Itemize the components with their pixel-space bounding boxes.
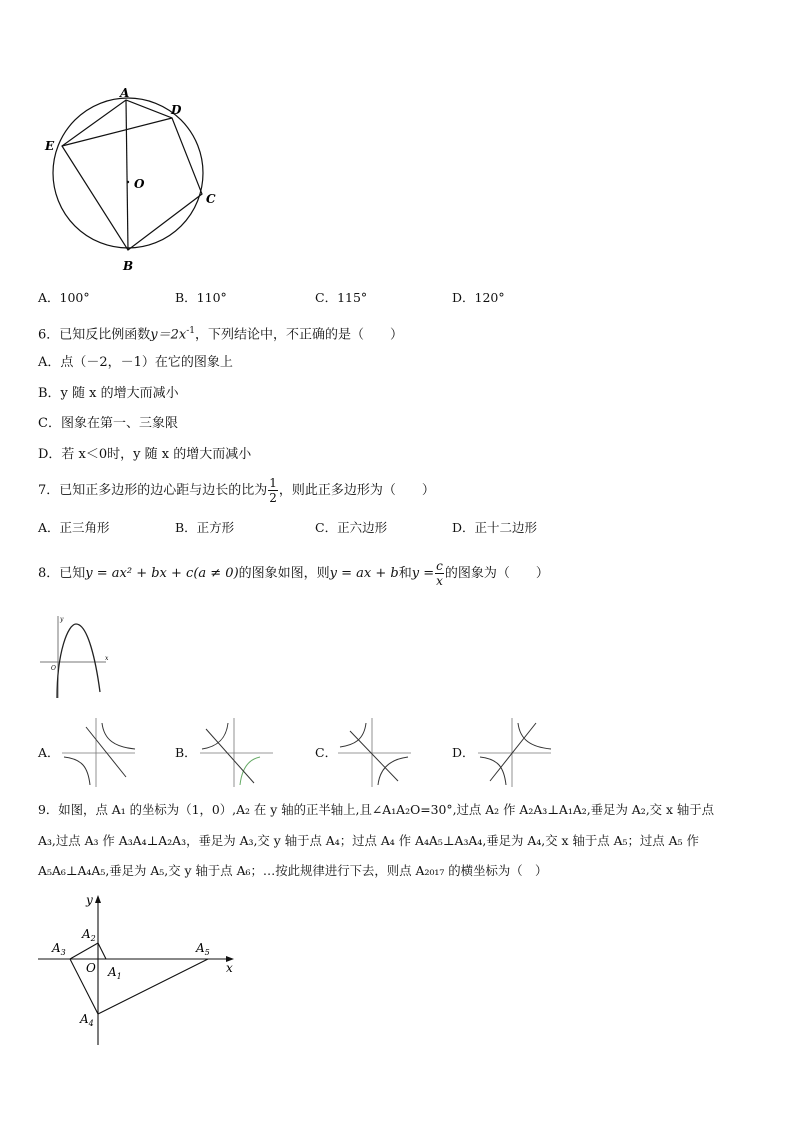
q8-option-a-label: A． — [38, 745, 60, 760]
label-a: A — [120, 86, 130, 100]
q5-option-a: A．100° — [38, 290, 90, 305]
q7-option-d: D．正十二边形 — [452, 520, 538, 535]
q6-option-d: D．若 x＜0时，y 随 x 的增大而减小 — [38, 447, 252, 462]
q9-line-2: A₃,过点 A₃ 作 A₃A₄⊥A₂A₃，垂足为 A₃,交 y 轴于点 A₄；过点 A₄ 作 A₄A₅⊥A₃A₄,垂足为 A₄,交 x 轴于点 A₅；过点 A₅ 作 — [38, 833, 699, 848]
q5-option-c: C．115° — [315, 290, 368, 305]
q6-formula: y＝2x — [150, 327, 187, 343]
q7-suffix: ，则此正多边形为（ ） — [278, 483, 435, 498]
q6-suffix: ，下列结论中，不正确的是（ ） — [195, 327, 404, 343]
q9-line-3: A₅A₆⊥A₄A₅,垂足为 A₅,交 y 轴于点 A₆；…按此规律进行下去，则点 A₂₀₁₇ 的横坐标为（ ） — [38, 863, 548, 878]
q5-option-b: B．110° — [175, 290, 227, 305]
q9-y-label: y — [86, 893, 93, 907]
chord-ed — [62, 118, 172, 146]
q8-option-c-label: C． — [315, 745, 338, 760]
q8-fraction — [435, 559, 444, 588]
q8-option-b-label: B． — [175, 745, 197, 760]
q8-formula1: y = ax² + bx + c(a ≠ 0) — [85, 566, 239, 581]
q9-y-arrow — [95, 895, 101, 903]
q8-parabola-curve — [57, 624, 100, 698]
q8-x-label: x — [105, 655, 109, 662]
q8c-line — [350, 731, 398, 781]
q9-x-label: x — [226, 961, 233, 975]
q6-option-a: A．点（－2，－1）在它的图象上 — [38, 355, 233, 370]
q8-suffix: 的图象为（ ） — [444, 566, 549, 581]
q8-option-b-graph — [198, 715, 278, 790]
q7-frac-num: 1 — [269, 476, 277, 490]
center-dot — [127, 181, 129, 183]
q6-option-c: C．图象在第一、三象限 — [38, 416, 178, 431]
q6-exponent: -1 — [186, 326, 196, 336]
chord-ab — [126, 100, 128, 250]
q8d-hyperbola-1 — [518, 723, 551, 749]
q8-formula3-left: y = — [411, 566, 435, 581]
label-b: B — [123, 259, 134, 273]
q8d-hyperbola-3 — [480, 757, 506, 785]
q9-a1-label: $A_1$ — [108, 965, 122, 981]
q5-option-d: D．120° — [452, 290, 505, 305]
q8a-hyperbola-1 — [102, 723, 135, 749]
q6-prefix: 6．已知反比例函数 — [38, 327, 151, 343]
q8b-hyperbola-2 — [202, 723, 228, 749]
label-c: C — [206, 192, 216, 206]
q7-prefix: 7．已知正多边形的边心距与边长的比为 — [38, 483, 268, 498]
pentagon-edges — [62, 100, 202, 250]
q8-parabola-graph — [38, 612, 113, 702]
q9-a5-label: $A_5$ — [196, 941, 210, 957]
q8-formula2: y = ax + b — [329, 566, 399, 581]
q8-option-d-label: D． — [452, 745, 475, 760]
q8c-hyperbola-4 — [378, 757, 408, 785]
q7-option-a: A．正三角形 — [38, 520, 110, 535]
q9-a3-label: $A_3$ — [52, 941, 66, 957]
q6-stem — [38, 322, 403, 344]
q9-figure — [36, 890, 246, 1050]
q7-fraction — [268, 476, 278, 505]
q9-line-1: 9．如图，点 A₁ 的坐标为（1，0）,A₂ 在 y 轴的正半轴上,且∠A₁A₂O=30°,过点 A₂ 作 A₂A₃⊥A₁A₂,垂足为 A₂,交 x 轴于点 — [38, 802, 715, 817]
q6-option-b: B．y 随 x 的增大而减小 — [38, 386, 179, 401]
q7-stem — [38, 476, 435, 506]
q9-a2-label: $A_2$ — [82, 927, 96, 943]
q9-o-label: O — [86, 961, 96, 975]
q7-option-c: C．正六边形 — [315, 520, 388, 535]
q8-frac-num: c — [436, 559, 443, 573]
label-o: O — [134, 177, 145, 191]
q8-option-a-graph — [60, 715, 140, 790]
q8-y-label: y — [60, 616, 64, 623]
label-d: D — [171, 103, 182, 117]
q9-a4-label: $A_4$ — [80, 1012, 94, 1028]
q8-stem — [38, 558, 549, 590]
q8-prefix: 8．已知 — [38, 566, 86, 581]
q8b-line — [206, 729, 254, 783]
circle-figure — [40, 85, 230, 275]
q7-option-b: B．正方形 — [175, 520, 235, 535]
label-e: E — [45, 139, 55, 153]
q8-origin-label: O — [51, 665, 56, 672]
q8-option-d-graph — [476, 715, 556, 790]
q7-frac-den: 2 — [269, 491, 277, 505]
q8-frac-den: x — [436, 574, 443, 588]
q8-mid2: 和 — [398, 566, 412, 581]
q8d-line — [490, 723, 536, 781]
q8-mid1: 的图象如图，则 — [238, 566, 330, 581]
q9-zigzag — [70, 943, 208, 1014]
q8-option-c-graph — [336, 715, 416, 790]
q8a-hyperbola-3 — [64, 757, 90, 785]
